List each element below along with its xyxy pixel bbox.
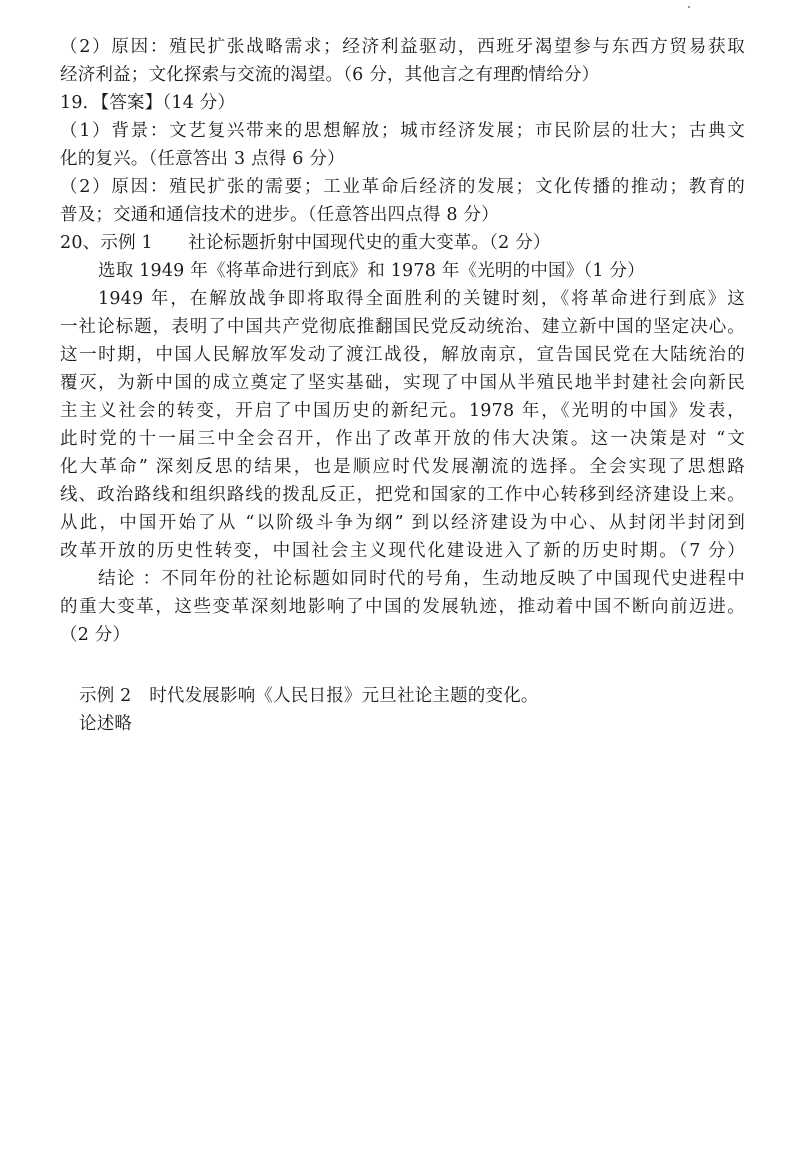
scan-speck <box>688 6 690 8</box>
text-line: 从此，中国开始了从 “以阶级斗争为纲” 到以经济建设为中心、从封闭半封闭到 <box>60 513 745 533</box>
text-line: 线、政治路线和组织路线的拨乱反正，把党和国家的工作中心转移到经济建设上来。 <box>60 485 745 505</box>
text-line: 覆灭，为新中国的成立奠定了坚实基础，实现了中国从半殖民地半封建社会向新民 <box>60 373 745 393</box>
text-line: 一社论标题，表明了中国共产党彻底推翻国民党反动统治、建立新中国的坚定决心。 <box>60 317 745 337</box>
conclusion-line: 结论 ：不同年份的社论标题如同时代的号角，生动地反映了中国现代史进程中 <box>98 569 745 589</box>
text-line: 这一时期，中国人民解放军发动了渡江战役，解放南京，宣告国民党在大陆统治的 <box>60 345 745 365</box>
question-19-header: 19．【答案】（14 分） <box>60 93 236 113</box>
text-line: 化的复兴。（任意答出 3 点得 6 分） <box>60 149 345 169</box>
text-line: （2）原因：殖民扩张战略需求；经济利益驱动，西班牙渴望参与东西方贸易获取 <box>60 37 745 57</box>
text-line: （1）背景：文艺复兴带来的思想解放；城市经济发展；市民阶层的壮大；古典文 <box>60 121 745 141</box>
text-line: 论述略 <box>79 714 133 734</box>
text-line: 化大革命” 深刻反思的结果，也是顺应时代发展潮流的选择。全会实现了思想路 <box>60 457 745 477</box>
text-line: 主主义社会的转变，开启了中国历史的新纪元。1978 年，《光明的中国》发表， <box>60 401 745 421</box>
text-line: 1949 年，在解放战争即将取得全面胜利的关键时刻，《将革命进行到底》这 <box>98 289 745 309</box>
text-line: 此时党的十一届三中全会召开，作出了改革开放的伟大决策。这一决策是对 “文 <box>60 429 745 449</box>
example-2-line: 示例 2 时代发展影响《人民日报》元旦社论主题的变化。 <box>79 686 539 706</box>
text-line: （2）原因：殖民扩张的需要；工业革命后经济的发展；文化传播的推动；教育的 <box>60 177 745 197</box>
text-line: 经济利益；文化探索与交流的渴望。（6 分，其他言之有理酌情给分） <box>60 65 600 85</box>
text-line: 的重大变革，这些变革深刻地影响了中国的发展轨迹，推动着中国不断向前迈进。 <box>60 597 745 617</box>
question-20-header: 20、示例 1 社论标题折射中国现代史的重大变革。（2 分） <box>60 233 551 253</box>
text-line: 选取 1949 年《将革命进行到底》和 1978 年《光明的中国》（1 分） <box>98 261 645 281</box>
text-line: 改革开放的历史性转变，中国社会主义现代化建设进入了新的历史时期。（7 分） <box>60 541 745 561</box>
text-line: 普及；交通和通信技术的进步。（任意答出四点得 8 分） <box>60 205 499 225</box>
score-note: （2 分） <box>60 625 131 645</box>
